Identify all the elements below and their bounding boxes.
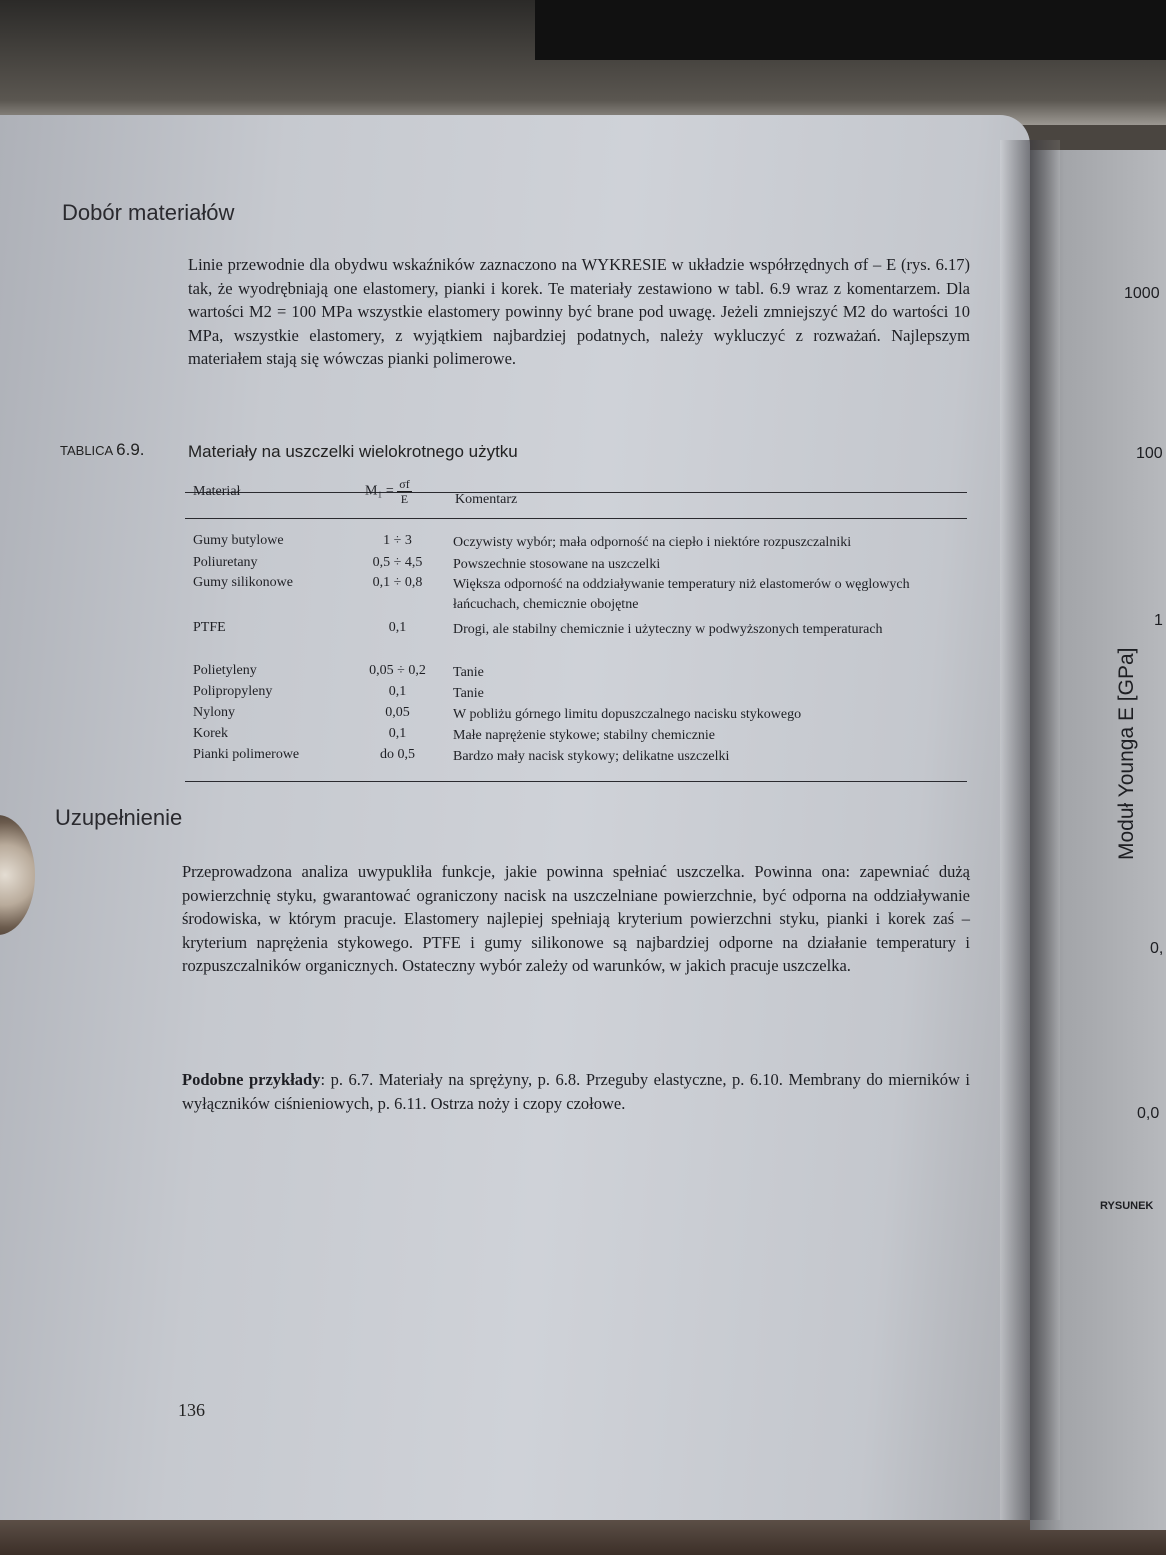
table-row	[185, 533, 967, 553]
section-paragraph-material-selection	[188, 253, 970, 371]
cell-value: 0,5 ÷ 4,5	[372, 555, 423, 570]
table-label-prefix: TABLICA	[60, 443, 113, 458]
cell-value: do 0,5	[380, 747, 415, 762]
table-row	[185, 747, 967, 767]
table-row	[185, 620, 967, 640]
related-examples-text	[182, 1068, 970, 1115]
cell-material: Gumy butylowe	[193, 533, 284, 548]
cell-material: Poliuretany	[193, 555, 258, 570]
section-paragraph-supplement	[182, 860, 970, 978]
header-index-numerator: σf	[399, 477, 410, 491]
facing-axis-tick: 100	[1136, 445, 1163, 462]
header-index-denominator: E	[400, 492, 409, 506]
facing-axis-tick: 0,	[1150, 940, 1164, 957]
table-header-rule	[185, 518, 967, 519]
related-examples-label: Podobne przykłady	[182, 1070, 321, 1089]
cell-value: 0,05 ÷ 0,2	[369, 663, 426, 678]
table-row	[185, 705, 967, 725]
facing-caption-fragment: RYSUNEK	[1100, 1200, 1154, 1212]
cell-material: Korek	[193, 726, 228, 741]
paragraph-text: Przeprowadzona analiza uwypukliła funkcje, jakie powinna spełniać uszczelka. Powinna ona: zapewniać dużą powierzchnię styku, gwarantować ograniczony nacisk na uszczelniane powierzchnie, być odporna na oddziaływanie środowiska, w którym pracuje. Elastomery najlepiej spełniają kryterium powierzchni styku, pianki i korek zaś – kryterium naprężenia stykowego. PTFE i gumy silikonowe są najbardziej odporne na działanie temperatury i rozpuszczalników organicznych. Ostateczny wybór zależy od warunków, w jakich pracuje uszczelka.	[182, 862, 970, 976]
cell-value: 0,1 ÷ 0,8	[372, 575, 423, 590]
cell-value: 1 ÷ 3	[383, 533, 412, 548]
header-index-fraction	[397, 477, 411, 506]
cell-value: 0,1	[388, 620, 407, 635]
cell-comment: Małe naprężenie stykowe; stabilny chemicznie	[453, 728, 716, 743]
cell-comment: Większa odporność na oddziaływanie temperatury niż elastomerów o węglowych łańcuchach, chemicznie obojętne	[453, 577, 910, 612]
table-row	[185, 575, 967, 612]
section-heading-material-selection: Dobór materiałów	[62, 200, 235, 225]
table-title: Materiały na uszczelki wielokrotnego użytku	[188, 442, 518, 461]
table-top-rule	[185, 492, 967, 493]
cell-value: 0,1	[388, 726, 407, 741]
page-number: 136	[178, 1400, 205, 1420]
facing-axis-tick: 1000	[1124, 285, 1160, 302]
cell-material: Pianki polimerowe	[193, 747, 300, 762]
header-comment: Komentarz	[455, 492, 518, 507]
related-examples-list: : p. 6.7. Materiały na sprężyny, p. 6.8. Przeguby elastyczne, p. 6.10. Membrany do mierników i wyłączników ciśnieniowych, p. 6.11. Ostrza noży i czopy czołowe.	[182, 1070, 970, 1113]
header-index	[365, 477, 412, 506]
cell-comment: Drogi, ale stabilny chemicznie i użyteczny w podwyższonych temperaturach	[453, 622, 883, 637]
table-row	[185, 726, 967, 746]
cell-comment: Tanie	[453, 686, 484, 701]
cell-comment: Bardzo mały nacisk stykowy; delikatne uszczelki	[453, 749, 730, 764]
related-examples	[182, 1068, 970, 1115]
table-bottom-rule	[185, 781, 967, 782]
cell-material: Gumy silikonowe	[193, 575, 293, 590]
section-heading-supplement: Uzupełnienie	[55, 805, 183, 830]
cell-material: Nylony	[193, 705, 235, 720]
cell-comment: Powszechnie stosowane na uszczelki	[453, 557, 661, 572]
cell-value: 0,1	[388, 684, 407, 699]
cell-material: Polietyleny	[193, 663, 257, 678]
table-row	[185, 684, 967, 704]
table-label	[60, 440, 145, 460]
table-label-number: 6.9.	[116, 440, 145, 459]
header-material: Materiał	[193, 484, 241, 499]
cell-comment: W pobliżu górnego limitu dopuszczalnego nacisku stykowego	[453, 707, 802, 722]
book-gutter	[1000, 140, 1060, 1520]
dark-object	[535, 0, 1166, 60]
table-row	[185, 663, 967, 683]
facing-axis-tick: 1	[1154, 612, 1163, 629]
cell-comment: Oczywisty wybór; mała odporność na ciepło i niektóre rozpuszczalniki	[453, 535, 852, 550]
table-row	[185, 555, 967, 575]
cell-material: PTFE	[193, 620, 226, 635]
cell-comment: Tanie	[453, 665, 484, 680]
facing-axis-title: Moduł Younga E [GPa]	[1115, 647, 1138, 860]
header-index-lhs: M₁ =	[365, 483, 394, 499]
facing-axis-tick: 0,0	[1137, 1105, 1160, 1122]
paragraph-text: Linie przewodnie dla obydwu wskaźników zaznaczono na WYKRESIE w układzie współrzędnych σf – E (rys. 6.17) tak, że wyodrębniają one elastomery, pianki i korek. Te materiały zestawiono w tabl. 6.9 wraz z komentarzem. Dla wartości M2 = 100 MPa wszystkie elastomery powinny być brane pod uwagę. Jeżeli zmniejszyć M2 do wartości 10 MPa, wszystkie elastomery, z wyjątkiem najbardziej podatnych, należy wykluczyć z rozważań. Najlepszym materiałem stają się wówczas pianki polimerowe.	[188, 255, 970, 369]
cell-material: Polipropyleny	[193, 684, 273, 699]
cell-value: 0,05	[385, 705, 410, 720]
